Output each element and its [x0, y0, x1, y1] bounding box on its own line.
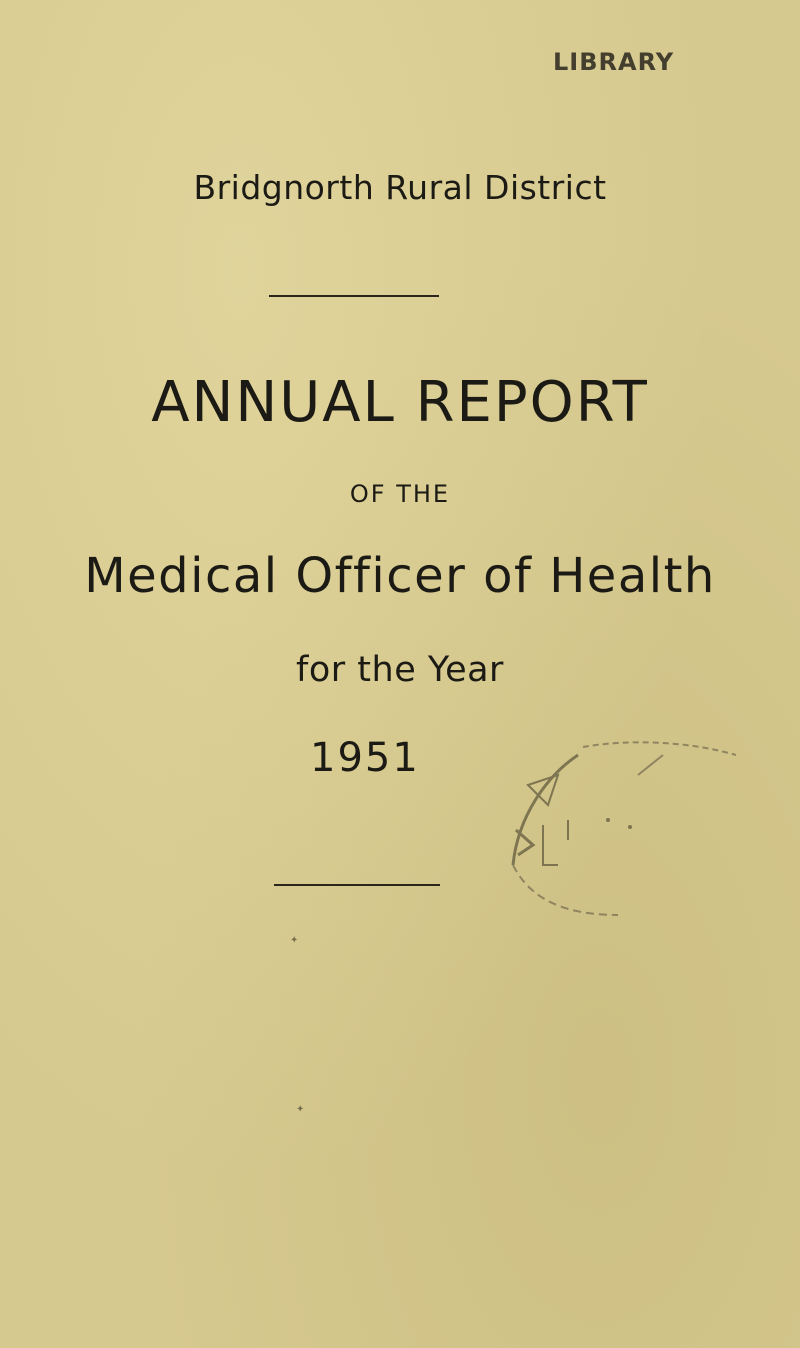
report-title: ANNUAL REPORT: [151, 370, 649, 435]
for-the-year-text: for the Year: [296, 650, 504, 690]
of-the-text: OF THE: [349, 480, 451, 508]
report-year: 1951: [310, 735, 420, 781]
divider-bottom: [274, 884, 440, 886]
faded-stamp-icon: [488, 735, 738, 935]
library-stamp: LIBRARY: [553, 48, 675, 76]
divider-top: [269, 295, 439, 297]
report-subject: Medical Officer of Health: [84, 548, 716, 604]
paper-speck-icon: ✦: [290, 935, 299, 946]
paper-speck-icon: ✦: [296, 1104, 305, 1115]
district-name: Bridgnorth Rural District: [193, 168, 607, 207]
